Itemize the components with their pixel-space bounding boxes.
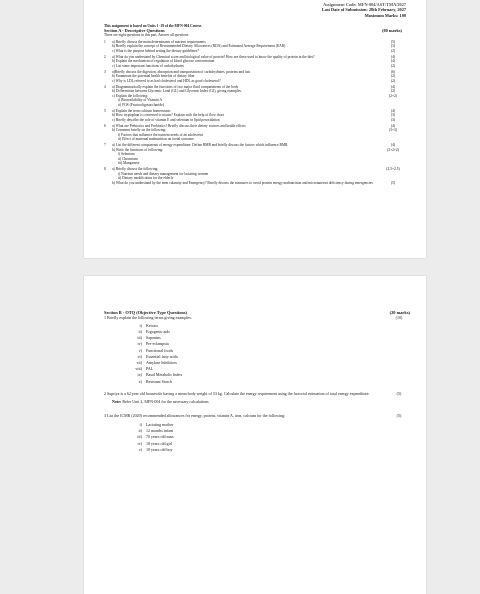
question-part-text: ii) Chromium	[118, 156, 138, 161]
question-part	[112, 181, 404, 186]
list-item-number: iii)	[137, 434, 142, 440]
question-part-marks: (2+2)	[388, 93, 397, 98]
question-b2-note	[112, 399, 426, 404]
question-part-marks: (4)	[390, 108, 396, 113]
question-part-marks: (3)	[390, 117, 396, 122]
question-part-marks: (2)	[390, 48, 396, 53]
question-number: 4	[104, 84, 106, 89]
question-part	[112, 137, 404, 142]
question-part-text: b) Differentiate between Glycemic Load (GL) and Glycemic Index (GI), giving examples.	[112, 89, 242, 94]
question-b3-text: 3 List the ICMR (2020) recommended allowances for energy, protein, vitamin A, iron, calcium for the following:	[104, 412, 286, 418]
question-part-marks: (3)	[390, 44, 396, 49]
question-part-text: a) What are Prebiotics and Probiotics? Briefly discuss their dietary sources and health effects	[112, 123, 246, 128]
question-part-text: a)Briefly discuss the digestion, absorption and transportation of carbohydrates, proteins and fats	[112, 69, 251, 74]
list-item-text: Essential fatty acids	[146, 353, 178, 359]
list-item-number: i)	[139, 422, 142, 428]
question-part-text: a) Explain the term calcium homeostasis	[112, 108, 171, 113]
question-number: 7	[104, 143, 106, 148]
list-item-number: iii)	[137, 335, 142, 341]
question-b1-terms	[130, 323, 426, 385]
note-label: Note:	[112, 399, 122, 405]
question-part-text: c) Briefly describe the role of vitamin E and selenium in lipid peroxidation	[112, 117, 220, 122]
list-item-text: Functional foods	[146, 347, 173, 353]
question-b3-marks: (5)	[396, 412, 402, 418]
question-number: 2	[104, 54, 106, 59]
question-part	[112, 118, 404, 123]
question-b2-text: 2 Supriya is a 62 year old housewife having a mean body weight of 53 kg. Calculate the energy requirement using the factorial estimation of total energy expenditure.	[104, 390, 370, 396]
list-item	[130, 379, 426, 385]
list-item-text: Amylase Inhibitors	[146, 360, 177, 366]
question-part-marks: (2+2+2)	[387, 147, 399, 152]
note-text: Refer Unit 2, MFN-004 for the necessary calculations	[121, 399, 209, 405]
question-part-text: b) What do you understand by the term calamity and Emergency? Briefly discuss the measures to avoid protein energy malnutrition and micronutrient deficiency during emergencies	[112, 180, 373, 185]
question-number: 8	[104, 167, 106, 172]
question-part-text: b) How tryptophan is converted to niacin? Explain with the help of flow chart	[112, 113, 224, 118]
list-item-text: PAL	[146, 366, 154, 372]
section-b-title: Section B - OTQ (Objective Type Questions)	[104, 310, 188, 315]
section-a-marks: (80 marks)	[382, 28, 402, 34]
document-page-1	[84, 0, 426, 258]
question-part-text: c) Explain the following:	[112, 93, 149, 98]
list-item-number: i)	[139, 322, 142, 328]
question-part-marks	[382, 137, 404, 142]
section-a-questions	[84, 40, 426, 186]
question-part-marks: (4)	[390, 84, 396, 89]
question-part-marks: (2)	[390, 78, 396, 83]
question-b2	[104, 391, 410, 396]
list-item-number: iv)	[137, 440, 142, 446]
question-part	[112, 161, 404, 166]
question-part-text: a) Diagrammatically explain the functions of two major fluid compartments of the body	[112, 84, 239, 89]
question-part-text: a) Briefly discuss the following:	[112, 167, 159, 172]
list-item-number: vii)	[136, 360, 142, 366]
list-item-number: v)	[138, 446, 142, 452]
list-item-number: v)	[138, 347, 142, 353]
question-part-marks: (2)	[390, 89, 396, 94]
list-item-number: ii)	[138, 428, 142, 434]
question-a8	[104, 167, 404, 185]
question-part-text: b) Comment briefly on the following:	[112, 128, 167, 133]
question-a3	[104, 70, 404, 84]
question-a1	[104, 40, 404, 54]
question-b1-text: 1 Briefly explain the following terms giving examples:	[104, 315, 192, 321]
list-item-number: viii)	[135, 366, 142, 372]
question-part-text: a) What do you understand by Chemical score and biological value of protein? How are these used to know the quality of protein in the diet?	[112, 54, 315, 59]
question-b3-groups	[130, 422, 426, 453]
question-part-text: a) List the different components of energy expenditure. Define BMR and briefly discuss the factors which influence BMR.	[112, 143, 289, 148]
list-item-number: vi)	[137, 353, 142, 359]
question-part-text: b) Write the functions of following:	[112, 147, 164, 152]
list-item-text: 70 years old man	[146, 434, 174, 440]
question-part-text: c) Why is LDL referred to as bad cholesterol and HDL as good cholesterol?	[112, 78, 221, 83]
question-part-marks: (5)	[390, 39, 396, 44]
question-number: 1	[104, 39, 106, 44]
question-part	[112, 79, 404, 84]
section-b-marks: (20 marks)	[389, 310, 410, 315]
section-a-title: Section A - Descriptive Questions	[104, 28, 165, 34]
section-a-instruction: There are eight questions in this part. Answer all questions.	[104, 33, 190, 38]
question-part-marks: (3)	[390, 113, 396, 118]
question-part-marks: (2)	[390, 74, 396, 79]
question-part-marks	[382, 161, 404, 166]
question-a4	[104, 85, 404, 108]
question-part	[112, 64, 404, 69]
list-item-text: Ergogenic aids	[146, 329, 170, 335]
list-item-number: iv)	[137, 341, 142, 347]
question-part-marks: (6)	[390, 69, 396, 74]
question-number: 6	[104, 123, 106, 128]
question-part-text: i) Nutrient needs and dietary management for lactating women	[118, 171, 209, 176]
question-part-text: ii) FOS (Fructooligosaccharide)	[118, 102, 164, 107]
question-part-text: i) Selenium	[118, 152, 135, 157]
list-item-text: 18 years old girl	[146, 440, 173, 446]
list-item-text: Resistant Starch	[146, 378, 172, 384]
question-b1	[104, 315, 410, 320]
question-a7	[104, 143, 404, 166]
question-a2	[104, 55, 404, 69]
question-part	[112, 103, 404, 108]
assignment-code: Assignment Code: MFN-004/AST/TMA/2027	[323, 2, 406, 7]
question-a6	[104, 124, 404, 142]
list-item-number: x)	[138, 378, 142, 384]
list-item-text: Lactating mother	[146, 422, 174, 428]
list-item-text: Pre-eclampsia	[146, 341, 169, 347]
course-scope: This assignment is based on Units 1 -19 of the MFN-004 Course.	[104, 23, 203, 28]
question-a5	[104, 109, 404, 123]
question-part-text: b) Explain the mechanism of regulation of blood glucose concentration	[112, 59, 215, 64]
question-part-text: b) Enumerate the potential health benefits of dietary fiber	[112, 74, 195, 79]
question-part-text: c) List some important functions of carbohydrates	[112, 63, 184, 68]
list-item	[130, 447, 426, 453]
submission-date: Last Date of Submission: 28th February, 2027	[321, 7, 406, 13]
question-part-marks: (4)	[390, 123, 396, 128]
page-header	[84, 0, 426, 18]
list-item-number: ix)	[137, 372, 142, 378]
list-item-text: Saponins	[146, 335, 161, 341]
question-part-text: b) Briefly explain the concept of Recommended Dietary Allowances (RDA) and Estimated Average Requirement (EAR)	[112, 44, 286, 49]
question-part-marks: (2.5+2.5)	[386, 167, 400, 172]
question-part-marks: (5)	[390, 180, 396, 185]
question-part	[112, 49, 404, 54]
question-part-text: i) Factors that influence the nutrient needs of an adolescent	[118, 132, 203, 137]
question-b1-marks: (10)	[395, 315, 403, 321]
question-part-text: ii) Effect of maternal malnutrition on foetal outcome.	[118, 137, 195, 142]
list-item-text: 10 years old boy	[146, 446, 173, 452]
list-item-text: 12 months infant	[146, 428, 174, 434]
maximum-marks: Maximum Marks: 100	[364, 12, 406, 18]
question-b2-marks: (5)	[396, 390, 402, 396]
question-part-marks: (2)	[390, 63, 396, 68]
question-part-marks	[382, 103, 404, 108]
question-part-marks: (4)	[390, 143, 396, 148]
question-part-text: c) What is the purpose behind setting the dietary guidelines?	[112, 48, 199, 53]
question-part-marks: (3+3)	[388, 128, 397, 133]
question-part-text: a) Briefly discuss the main determinants of nutrient requirements	[112, 39, 206, 44]
question-part-text: iii) Manganese	[118, 161, 140, 166]
question-part-marks: (4)	[390, 54, 396, 59]
question-part-text: ii) Dietary modification for the elderly	[118, 176, 174, 181]
document-page-2	[84, 276, 426, 594]
question-b3	[104, 413, 410, 418]
list-item-text: Ketosis	[146, 322, 158, 328]
list-item-number: ii)	[138, 329, 142, 335]
question-part-text: i) Bioavailability of Vitamin A	[118, 98, 163, 103]
question-number: 5	[104, 108, 106, 113]
list-item-text: Basal Metabolic Index	[146, 372, 183, 378]
question-part-marks: (4)	[390, 59, 396, 64]
question-number: 3	[104, 69, 106, 74]
